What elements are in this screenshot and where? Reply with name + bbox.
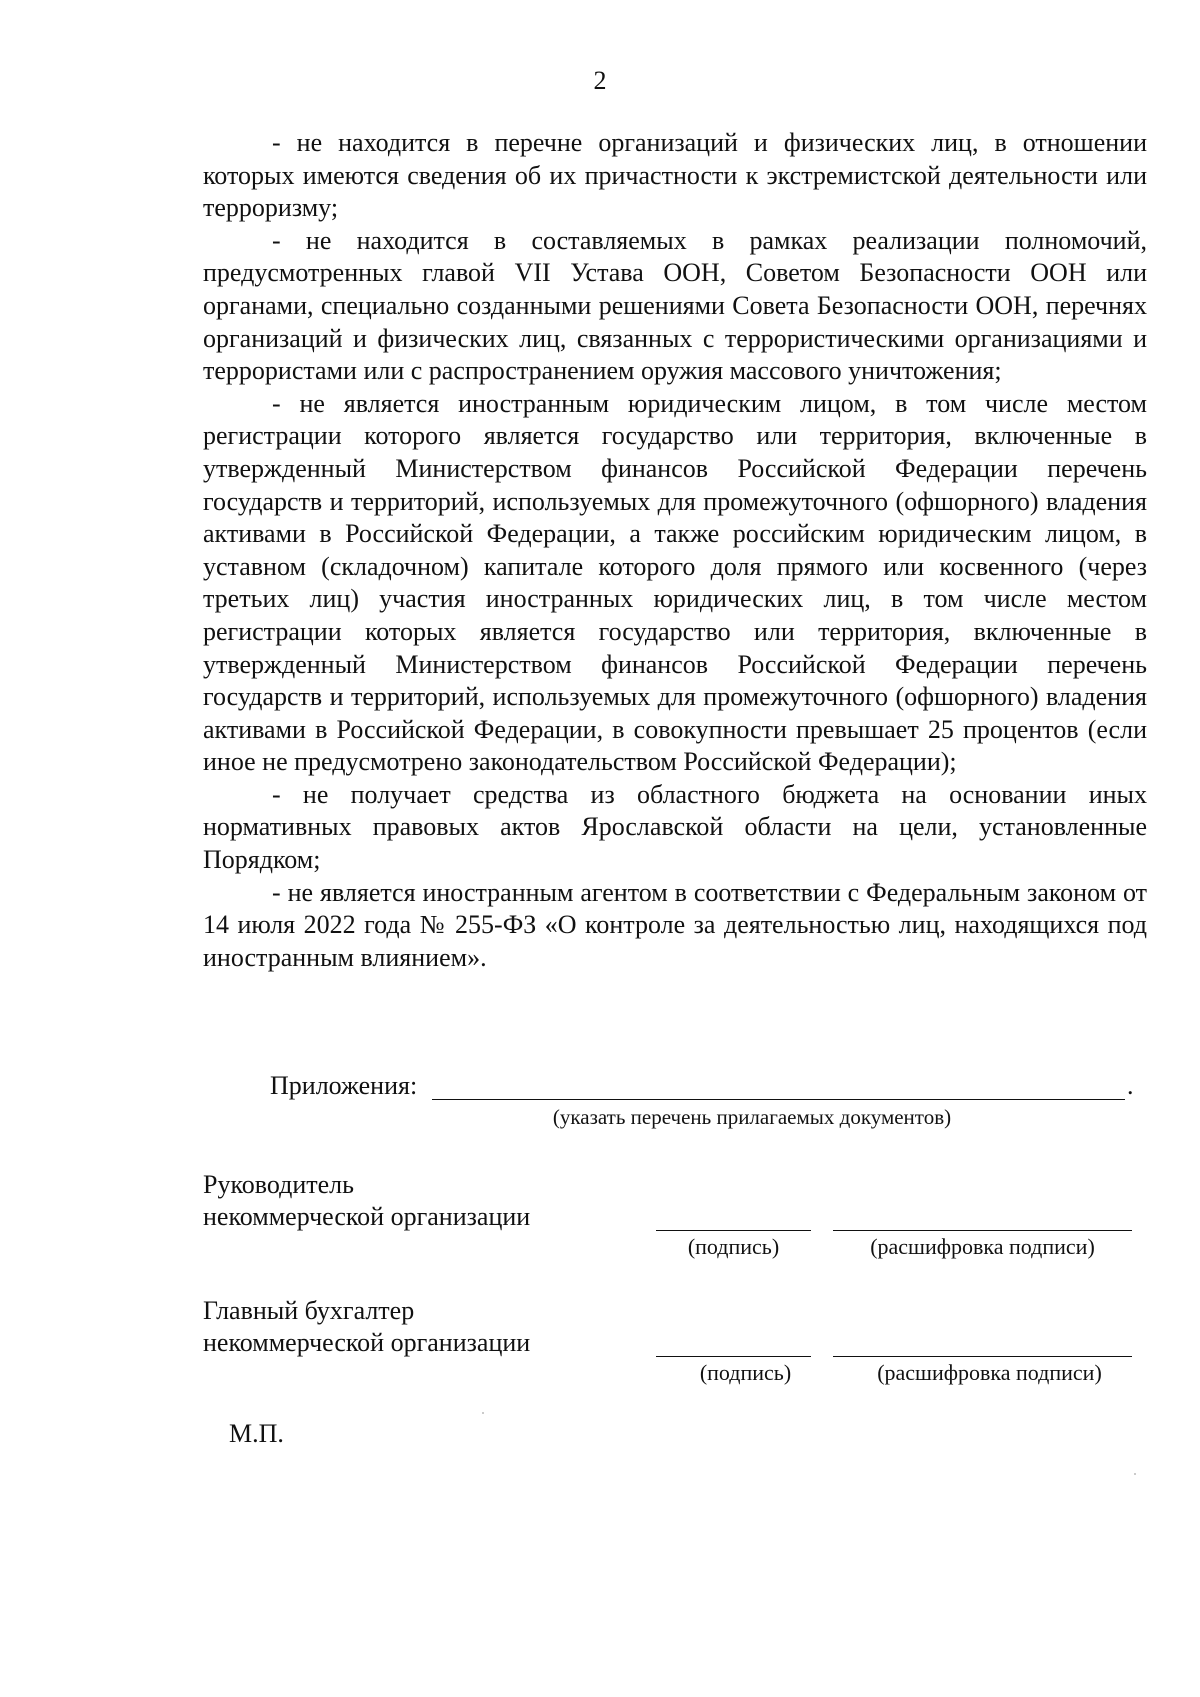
scan-speck bbox=[1134, 1473, 1136, 1475]
appendix-end-mark: . bbox=[1127, 1071, 1134, 1100]
head-role-line2: некоммерческой организации bbox=[203, 1202, 531, 1231]
body-text bbox=[203, 127, 1147, 974]
accountant-decoding-line bbox=[833, 1356, 1132, 1357]
scan-speck bbox=[482, 1412, 484, 1414]
paragraph-regional-budget: - не получает средства из областного бюджета на основании иных нормативных правовых актов Ярославской области на цели, установленные Порядком; bbox=[203, 779, 1147, 875]
appendix-fill-line bbox=[432, 1099, 1125, 1100]
head-decoding-caption: (расшифровка подписи) bbox=[870, 1234, 1095, 1259]
head-signature-line bbox=[656, 1230, 811, 1231]
accountant-role-line1: Главный бухгалтер bbox=[203, 1296, 415, 1325]
paragraph-extremism-list: - не находится в перечне организаций и физических лиц, в отношении которых имеются сведения об их причастности к экстремистской деятельности или терроризму; bbox=[203, 128, 1147, 223]
stamp-placeholder: М.П. bbox=[229, 1419, 284, 1448]
head-role-line1: Руководитель bbox=[203, 1170, 354, 1199]
accountant-signature-line bbox=[656, 1356, 811, 1357]
head-decoding-line bbox=[833, 1230, 1132, 1231]
accountant-decoding-caption: (расшифровка подписи) bbox=[877, 1360, 1102, 1385]
accountant-role-line2: некоммерческой организации bbox=[203, 1328, 531, 1357]
appendix-caption: (указать перечень прилагаемых документов) bbox=[552, 1105, 952, 1129]
paragraph-foreign-entity: - не является иностранным юридическим лицом, в том числе местом регистрации которого является государство или территория, включенные в утвержденный Министерством финансов Российской Федерации перечень государств и территорий, используемых для промежуточного (офшорного) владения активами в Российской Федерации, а также российским юридическим лицом, в уставном (складочном) капитале которого доля прямого или косвенного (через третьих лиц) участия иностранных юридических лиц, в том числе местом регистрации которых является государство или территория, включенные в утвержденный Министерством финансов Российской Федерации перечень государств и территорий, используемых для промежуточного (офшорного) владения активами в Российской Федерации, в совокупности превышает 25 процентов (если иное не предусмотрено законодательством Российской Федерации); bbox=[203, 388, 1147, 777]
page-number: 2 bbox=[593, 66, 607, 95]
appendix-label: Приложения: bbox=[270, 1071, 418, 1100]
accountant-signature-caption: (подпись) bbox=[699, 1360, 792, 1385]
paragraph-foreign-agent: - не является иностранным агентом в соответствии с Федеральным законом от 14 июля 2022 года № 255-ФЗ «О контроле за деятельностью лиц, находящихся под иностранным влиянием». bbox=[203, 877, 1147, 972]
head-signature-caption: (подпись) bbox=[687, 1234, 780, 1259]
paragraph-un-sanctions-list: - не находится в составляемых в рамках реализации полномочий, предусмотренных главой VII Устава ООН, Советом Безопасности ООН или органами, специально созданными решениями Совета Безопасности ООН, перечнях организаций и физических лиц, связанных с террористическими организациями и террористами или с распространением оружия массового уничтожения; bbox=[203, 225, 1147, 386]
